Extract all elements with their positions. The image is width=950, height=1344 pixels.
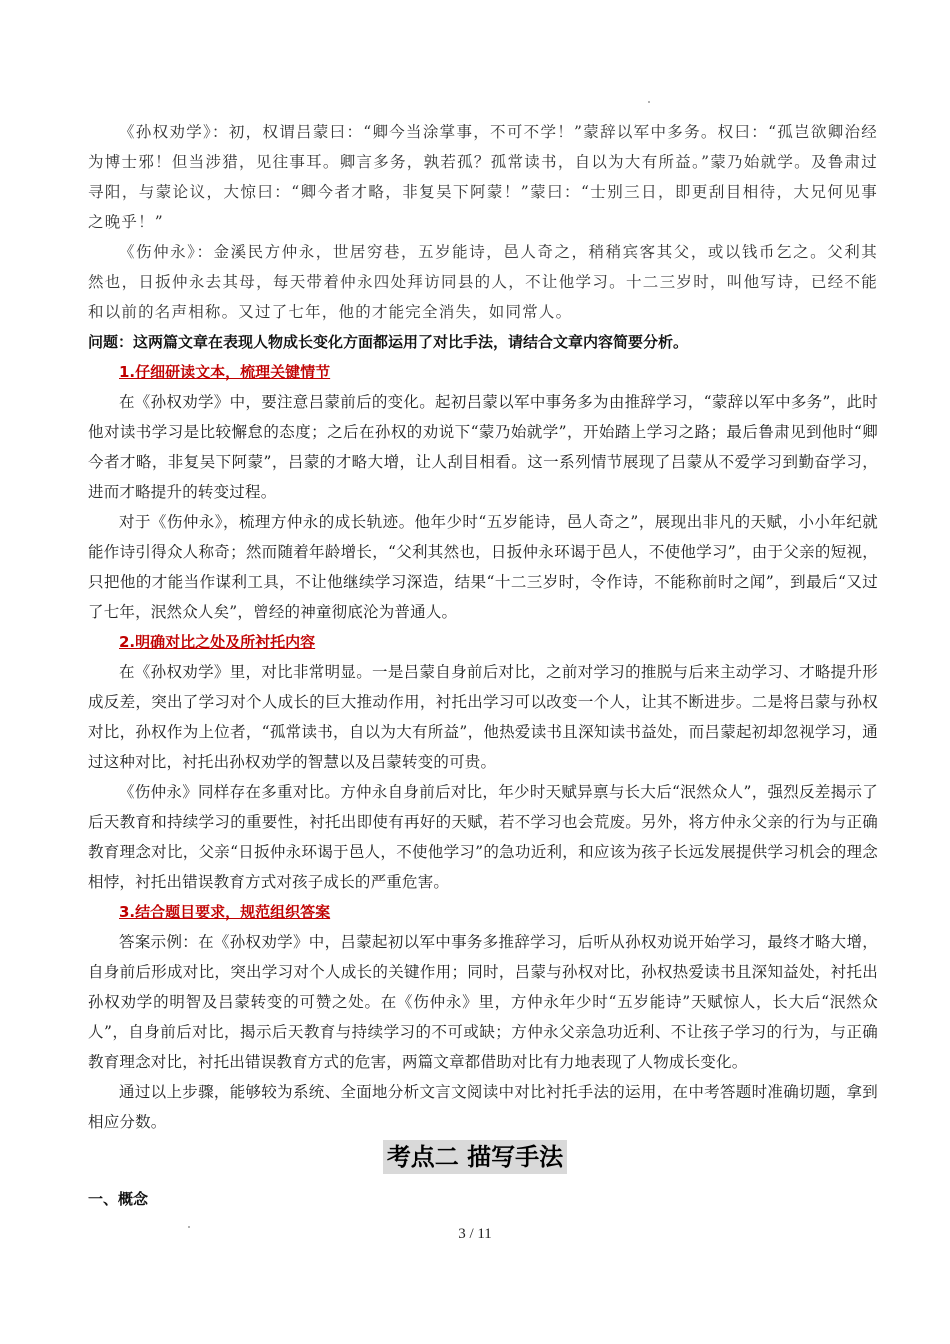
step-1-heading: 1.仔细研读文本，梳理关键情节	[119, 363, 331, 381]
step-2-paragraph-1: 在《孙权劝学》里，对比非常明显。一是吕蒙自身前后对比，之前对学习的推脱与后来主动学习、才略提升形成反差，突出了学习对个人成长的巨大推动作用，衬托出学习可以改变一个人，让其不断进步。二是将吕蒙与孙权对比，孙权作为上位者，“孤常读书，自以为大有所益”，他热爱读书且深知读书益处，而吕蒙起初却忽视学习，通过这种对比，衬托出孙权劝学的智慧以及吕蒙转变的可贵。	[88, 663, 878, 771]
step-3-heading: 3.结合题目要求，规范组织答案	[119, 903, 331, 921]
question-text: 问题：这两篇文章在表现人物成长变化方面都运用了对比手法，请结合文章内容简要分析。	[88, 333, 689, 351]
passage-shang-zhongyong: 《伤仲永》：金溪民方仲永，世居穷巷，五岁能诗，邑人奇之，稍稍宾客其父，或以钱币乞之。父利其然也，日扳仲永去其母，每天带着仲永四处拜访同县的人，不让他学习。十二三岁时，叫他写诗，已经不能和以前的名声相称。又过了七年，他的才能完全消失，如同常人。	[88, 243, 878, 321]
section-title	[0, 1140, 950, 1174]
step-2-heading: 2.明确对比之处及所衬托内容	[119, 633, 316, 651]
section-title-text: 考点二 描写手法	[383, 1140, 567, 1174]
scan-speck	[648, 101, 650, 103]
sub-heading: 一、概念	[88, 1190, 149, 1208]
step-2-paragraph-2: 《伤仲永》同样存在多重对比。方仲永自身前后对比，年少时天赋异禀与长大后“泯然众人”，强烈反差揭示了后天教育和持续学习的重要性，衬托出即使有再好的天赋，若不学习也会荒废。另外，将方仲永父亲的行为与正确教育理念对比，父亲“日扳仲永环谒于邑人，不使他学习”的急功近利，和应该为孩子长远发展提供学习机会的理念相悖，衬托出错误教育方式对孩子成长的严重危害。	[88, 783, 878, 891]
page-number: 3 / 11	[458, 1226, 492, 1242]
step-1-paragraph-2: 对于《伤仲永》，梳理方仲永的成长轨迹。他年少时“五岁能诗，邑人奇之”，展现出非凡的天赋，小小年纪就能作诗引得众人称奇；然而随着年龄增长，“父利其然也，日扳仲永环谒于邑人，不使他学习”，由于父亲的短视，只把他的才能当作谋利工具，不让他继续学习深造，结果“十二三岁时，令作诗，不能称前时之闻”，到最后“又过了七年，泯然众人矣”，曾经的神童彻底沦为普通人。	[88, 513, 878, 621]
step-3-paragraph-1: 答案示例：在《孙权劝学》中，吕蒙起初以军中事务多推辞学习，后听从孙权劝说开始学习，最终才略大增，自身前后形成对比，突出学习对个人成长的关键作用；同时，吕蒙与孙权对比，孙权热爱读书且深知益处，衬托出孙权劝学的明智及吕蒙转变的可赞之处。在《伤仲永》里，方仲永年少时“五岁能诗”天赋惊人，长大后“泯然众人”，自身前后对比，揭示后天教育与持续学习的不可或缺；方仲永父亲急功近利、不让孩子学习的行为，与正确教育理念对比，衬托出错误教育方式的危害，两篇文章都借助对比有力地表现了人物成长变化。	[88, 933, 878, 1071]
document-body	[88, 117, 878, 1137]
step-3-paragraph-2: 通过以上步骤，能够较为系统、全面地分析文言文阅读中对比衬托手法的运用，在中考答题时准确切题，拿到相应分数。	[88, 1083, 878, 1131]
step-1-paragraph-1: 在《孙权劝学》中，要注意吕蒙前后的变化。起初吕蒙以军中事务多为由推辞学习，“蒙辞以军中多务”，此时他对读书学习是比较懈怠的态度；之后在孙权的劝说下“蒙乃始就学”，开始踏上学习之路；最后鲁肃见到他时“卿今者才略，非复吴下阿蒙”，吕蒙的才略大增，让人刮目相看。这一系列情节展现了吕蒙从不爱学习到勤奋学习，进而才略提升的转变过程。	[88, 393, 878, 501]
passage-sun-quan: 《孙权劝学》：初，权谓吕蒙曰：“卿今当涂掌事，不可不学！”蒙辞以军中多务。权曰：“孤岂欲卿治经为博士邪！但当涉猎，见往事耳。卿言多务，孰若孤？孤常读书，自以为大有所益。”蒙乃始就学。及鲁肃过寻阳，与蒙论议，大惊曰：“卿今者才略，非复吴下阿蒙！”蒙曰：“士别三日，即更刮目相待，大兄何见事之晚乎！”	[88, 123, 878, 231]
